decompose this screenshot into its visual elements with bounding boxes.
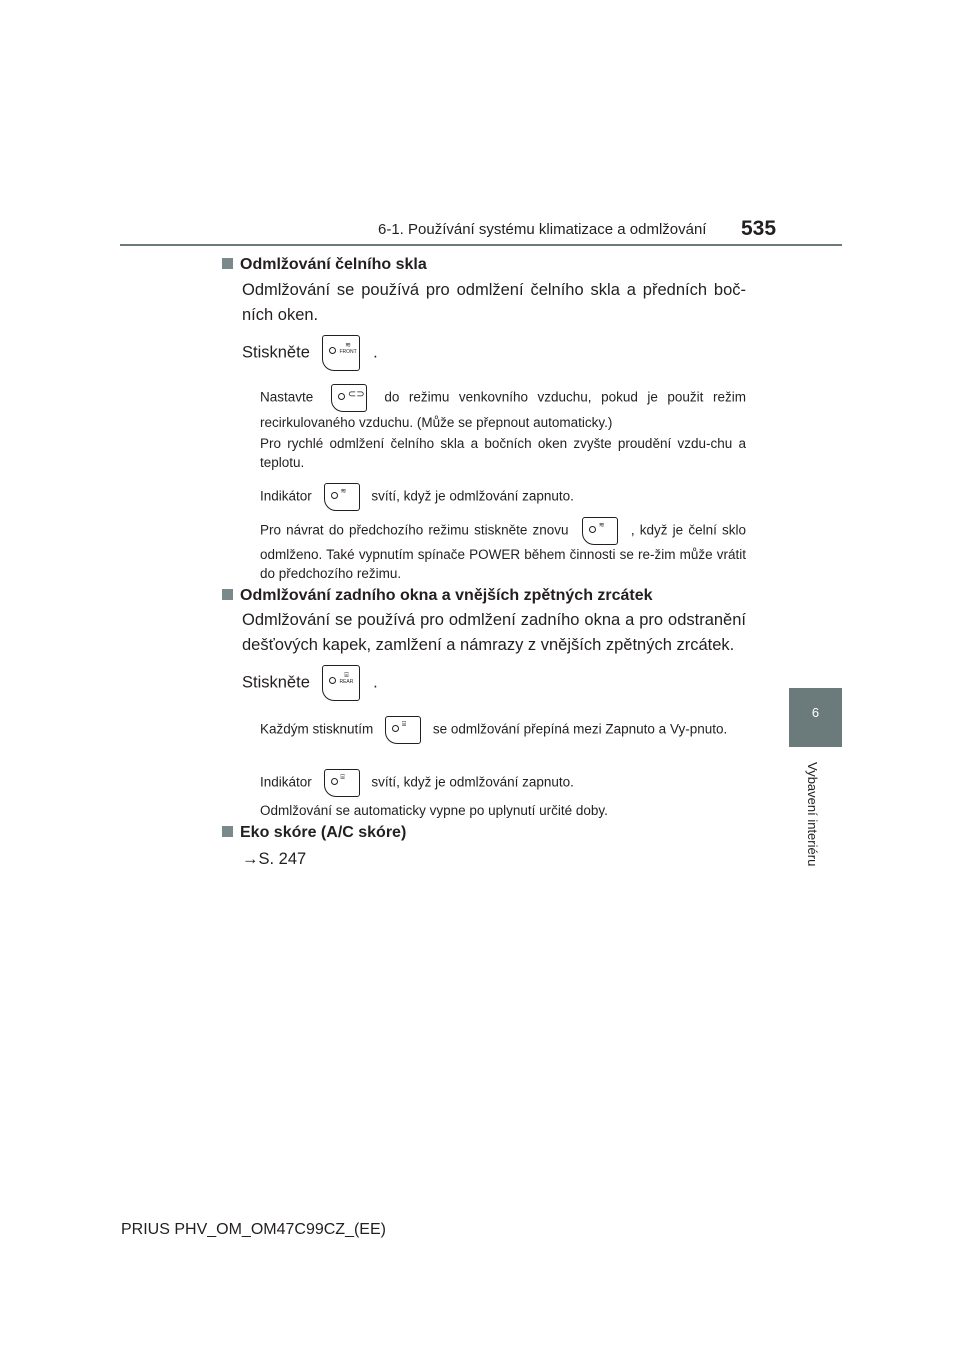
section-windshield-press — [242, 335, 746, 371]
indicator-dot — [589, 526, 596, 533]
header-rule — [120, 244, 842, 246]
section-windshield-intro: Odmlžování se používá pro odmlžení čelního skla a předních boč-ních oken. — [242, 281, 746, 324]
front-defogger-button-icon — [582, 517, 618, 545]
indicator-dot — [331, 492, 338, 499]
section-rear-heading — [222, 586, 746, 606]
rear-defogger-button-icon — [322, 665, 360, 701]
outside-air-button-icon — [331, 384, 367, 412]
note-text-after: , když je čelní sklo odmlženo. Také vypnutím spínače POWER během činnosti se re-žim může vrátit do předchozího režimu. — [260, 522, 746, 581]
rear-window-glyph: ⌸ REAR — [339, 672, 354, 685]
note-rear-indicator — [260, 769, 746, 797]
front-defogger-button-icon — [322, 335, 360, 371]
chapter-header: 6-1. Používání systému klimatizace a odmlžování — [378, 221, 707, 238]
note-text-before: Každým stisknutím — [260, 721, 374, 737]
section-heading-text: Odmlžování zadního okna a vnějších zpětných zrcátek — [240, 587, 653, 604]
button-label: FRONT — [339, 349, 357, 355]
square-bullet-icon — [222, 589, 233, 600]
note-text-before: Nastavte — [260, 389, 314, 405]
indicator-dot — [329, 347, 336, 354]
note-auto-off: Odmlžování se automaticky vypne po uplynutí určité doby. — [260, 803, 608, 818]
rear-window-glyph: ⌸ — [340, 774, 345, 781]
note-text-after: se odmlžování přepíná mezi Zapnuto a Vy-pnuto. — [432, 721, 728, 737]
section-windshield-heading — [222, 255, 746, 275]
note-outside-air — [260, 384, 746, 434]
press-suffix: . — [373, 673, 378, 692]
note-toggle — [260, 716, 746, 744]
front-defogger-button-icon — [324, 483, 360, 511]
note-return — [260, 517, 746, 583]
button-label: REAR — [339, 679, 354, 685]
note-text-after: svítí, když je odmlžování zapnuto. — [371, 774, 574, 790]
section-rear-press — [242, 665, 746, 701]
indicator-dot — [338, 393, 345, 400]
rear-defogger-button-icon — [324, 769, 360, 797]
press-text: Stiskněte — [242, 343, 310, 362]
indicator-dot — [392, 725, 399, 732]
note-text-before: Indikátor — [260, 774, 312, 790]
indicator-dot — [331, 778, 338, 785]
chapter-number: 6 — [811, 705, 820, 720]
footer-code: PRIUS PHV_OM_OM47C99CZ_(EE) — [121, 1221, 386, 1238]
note-airflow: Pro rychlé odmlžení čelního skla a bočních oken zvyšte proudění vzdu-chu a teplotu. — [260, 436, 746, 470]
note-text-before: Indikátor — [260, 488, 312, 504]
indicator-dot — [329, 677, 336, 684]
page-number: 535 — [741, 217, 777, 240]
section-rear-intro: Odmlžování se používá pro odmlžení zadního okna a pro odstranění dešťových kapek, zamlžení a námrazy z vnějších zpětných zrcátek. — [242, 611, 746, 654]
windshield-glyph: ≋ — [340, 488, 347, 495]
rear-window-glyph: ⌸ — [402, 721, 407, 728]
note-text-after: do režimu venkovního vzduchu, pokud je použit režim recirkulovaného vzduchu. (Může se přepnout automaticky.) — [260, 389, 746, 430]
chapter-side-tab — [789, 688, 842, 747]
section-heading-text: Odmlžování čelního skla — [240, 256, 427, 273]
press-text: Stiskněte — [242, 673, 310, 692]
note-text-before: Pro návrat do předchozího režimu stiskněte znovu — [260, 522, 569, 538]
square-bullet-icon — [222, 258, 233, 269]
section-eco-heading — [222, 823, 746, 843]
windshield-glyph: ≋ — [598, 522, 605, 529]
page-reference: →S. 247 — [242, 850, 307, 868]
section-heading-text: Eko skóre (A/C skóre) — [240, 824, 407, 841]
chapter-side-label: Vybavení interiéru — [805, 762, 820, 867]
rear-defogger-button-icon — [385, 716, 421, 744]
note-indicator — [260, 483, 746, 511]
windshield-glyph: ≋ FRONT — [339, 342, 357, 355]
car-air-glyph: ⊂⊃ — [347, 389, 365, 400]
press-suffix: . — [373, 343, 378, 362]
square-bullet-icon — [222, 826, 233, 837]
note-text-after: svítí, když je odmlžování zapnuto. — [371, 488, 574, 504]
